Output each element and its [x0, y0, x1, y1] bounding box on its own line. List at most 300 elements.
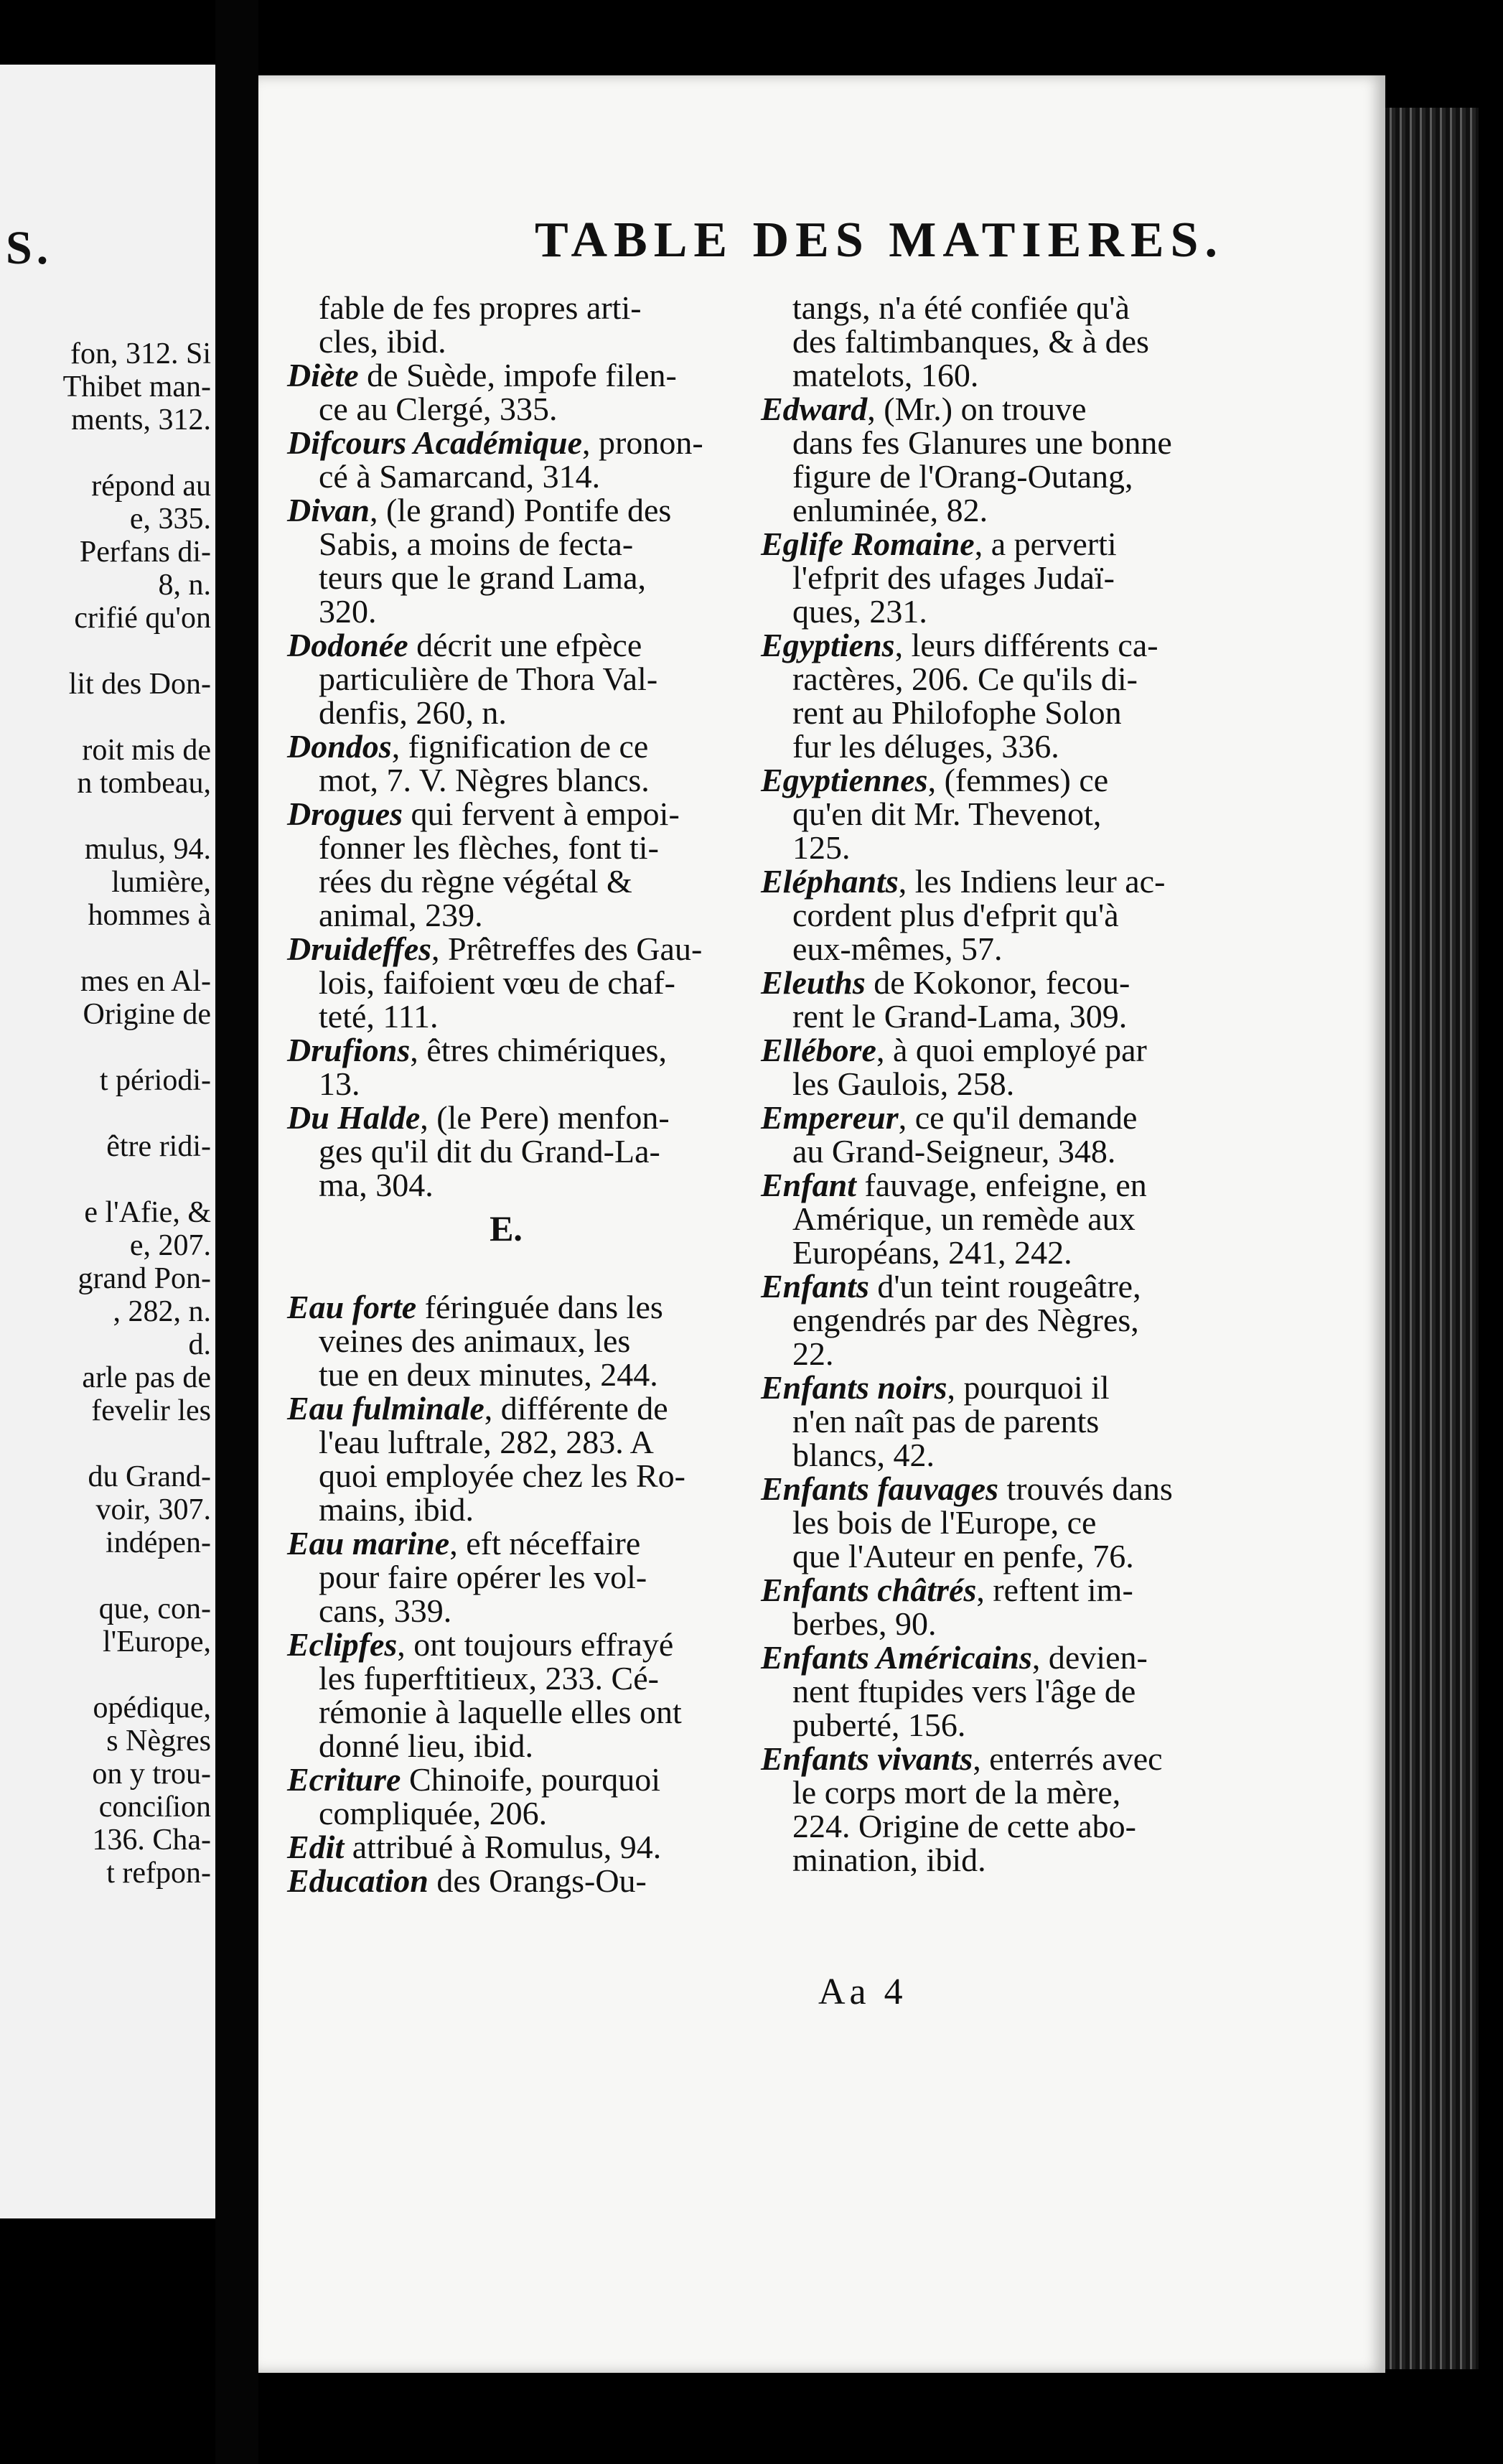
entry-text: , les Indiens leur ac-	[898, 863, 1166, 900]
entry-text: fauvage, enfeigne, en	[856, 1167, 1147, 1203]
book-spine	[215, 0, 258, 2464]
entry-text: blancs, 42.	[792, 1437, 935, 1473]
entry-line	[287, 966, 725, 999]
index-entry	[287, 1763, 725, 1830]
entry-line	[761, 358, 1199, 392]
entry-text: engendrés par des Nègres,	[792, 1302, 1139, 1338]
entry-text: fable de fes propres arti-	[319, 289, 642, 326]
running-head: TABLE DES MATIERES.	[534, 213, 1224, 268]
entry-text: cans, 339.	[319, 1592, 452, 1629]
entry-text: nent ftupides vers l'âge de	[792, 1673, 1136, 1709]
entry-text: au Grand-Seigneur, 348.	[792, 1133, 1116, 1170]
entry-line	[761, 628, 1199, 662]
entry-text: fur les déluges, 336.	[792, 728, 1059, 765]
entry-headword: Du Halde	[287, 1099, 421, 1136]
entry-headword: Egyptiens	[761, 627, 895, 663]
entry-text: cles, ibid.	[319, 323, 446, 360]
index-entry	[761, 763, 1199, 864]
entry-line	[761, 291, 1199, 325]
entry-line	[287, 1763, 725, 1796]
entry-line	[287, 291, 725, 325]
entry-line	[761, 1641, 1199, 1674]
entry-line	[761, 1033, 1199, 1067]
entry-line	[761, 1303, 1199, 1337]
entry-text: fonner les flèches, font ti-	[319, 829, 659, 866]
left-page-line: être ridi-	[106, 1130, 211, 1163]
index-entry	[287, 291, 725, 358]
entry-text: quoi employée chez les Ro-	[319, 1457, 685, 1494]
entry-line	[287, 358, 725, 392]
left-page-line: lumière,	[111, 866, 211, 899]
entry-text: puberté, 156.	[792, 1707, 966, 1743]
entry-line	[287, 1067, 725, 1101]
index-entry	[287, 628, 725, 729]
index-entry	[287, 426, 725, 493]
left-page-line: que, con-	[98, 1592, 211, 1625]
left-page-line: s Nègres	[106, 1725, 211, 1758]
entry-line	[287, 1493, 725, 1526]
entry-line	[287, 999, 725, 1033]
entry-text: , fignification de ce	[391, 728, 649, 765]
entry-text: Sabis, a moins de fecta-	[319, 526, 634, 562]
index-entry	[287, 729, 725, 797]
entry-text: , (le Pere) menfon-	[420, 1099, 670, 1136]
entry-line	[287, 932, 725, 966]
entry-line	[761, 864, 1199, 898]
left-page-line: roit mis de	[82, 734, 211, 767]
index-entry	[287, 1526, 725, 1628]
entry-line	[287, 1358, 725, 1391]
left-page-line: t refpon-	[106, 1857, 211, 1890]
signature-mark: Aa 4	[818, 1971, 907, 2012]
index-entry	[287, 1830, 725, 1864]
entry-headword: Eléphants	[761, 863, 899, 900]
entry-headword: Dodonée	[287, 627, 408, 663]
entry-line	[761, 1573, 1199, 1607]
left-page-line	[0, 437, 212, 470]
entry-text: dans fes Glanures une bonne	[792, 424, 1172, 461]
entry-text: 22.	[792, 1335, 834, 1372]
entry-text: teté, 111.	[319, 998, 439, 1035]
entry-text: donné lieu, ibid.	[319, 1727, 533, 1764]
entry-headword: Drufions	[287, 1032, 411, 1068]
entry-headword: Eau fulminale	[287, 1390, 484, 1427]
entry-text: , enterrés avec	[973, 1740, 1163, 1777]
left-page-lines	[0, 337, 212, 1890]
entry-text: , êtres chimériques,	[410, 1032, 667, 1068]
entry-text: eux-mêmes, 57.	[792, 930, 1003, 967]
index-entry	[761, 527, 1199, 628]
entry-line	[761, 493, 1199, 527]
entry-text: lois, faifoient vœu de chaf-	[319, 964, 675, 1001]
entry-line	[287, 898, 725, 932]
entry-text: des faltimbanques, & à des	[792, 323, 1149, 360]
entry-line	[761, 966, 1199, 999]
entry-line	[761, 797, 1199, 831]
entry-line	[287, 594, 725, 628]
left-page-header: S.	[6, 222, 53, 274]
entry-text: figure de l'Orang-Outang,	[792, 458, 1133, 495]
entry-line	[761, 325, 1199, 358]
entry-headword: Enfants noirs	[761, 1369, 947, 1406]
entry-text: ractères, 206. Ce qu'ils di-	[792, 661, 1138, 697]
entry-line	[761, 1134, 1199, 1168]
entry-text: de Suède, impofe filen-	[358, 357, 677, 393]
entry-headword: Enfants vivants	[761, 1740, 973, 1777]
entry-line	[287, 325, 725, 358]
entry-line	[287, 1594, 725, 1628]
entry-text: de Kokonor, fecou-	[865, 964, 1130, 1001]
entry-text: décrit une efpèce	[408, 627, 642, 663]
entry-headword: Eclipfes	[287, 1626, 398, 1663]
index-entry	[761, 1269, 1199, 1371]
entry-text: Européans, 241, 242.	[792, 1234, 1072, 1271]
entry-headword: Druideffes	[287, 930, 432, 967]
entry-line	[761, 1067, 1199, 1101]
entry-line	[761, 1168, 1199, 1202]
entry-line	[287, 831, 725, 864]
entry-line	[761, 1371, 1199, 1404]
left-page-line: Perfans di-	[79, 536, 211, 569]
entry-line	[761, 1742, 1199, 1775]
left-page-line: fevelir les	[91, 1394, 211, 1427]
entry-headword: Drogues	[287, 795, 403, 832]
entry-line	[761, 729, 1199, 763]
left-page-line	[0, 1559, 212, 1592]
entry-line	[287, 1134, 725, 1168]
entry-text: , pourquoi il	[947, 1369, 1110, 1406]
entry-line	[287, 426, 725, 459]
entry-line	[761, 594, 1199, 628]
entry-line	[287, 1033, 725, 1067]
index-entry	[761, 1573, 1199, 1641]
entry-line	[287, 763, 725, 797]
entry-text: pour faire opérer les vol-	[319, 1559, 647, 1595]
entry-text: les fuperftitieux, 233. Cé-	[319, 1660, 659, 1697]
left-page-line: mulus, 94.	[84, 833, 211, 866]
entry-line	[287, 1661, 725, 1695]
entry-line	[287, 729, 725, 763]
entry-text: , différente de	[484, 1390, 668, 1427]
left-page-line: lit des Don-	[68, 668, 211, 701]
index-entry	[287, 1391, 725, 1526]
entry-text: 224. Origine de cette abo-	[792, 1808, 1136, 1844]
entry-line	[287, 1729, 725, 1763]
index-entry	[761, 628, 1199, 763]
entry-text: l'eau luftrale, 282, 283. A	[319, 1424, 654, 1460]
entry-line	[287, 1560, 725, 1594]
index-entry	[761, 864, 1199, 966]
index-entry	[761, 1472, 1199, 1573]
entry-text: cordent plus d'efprit qu'à	[792, 897, 1119, 933]
left-page-line: , 282, n.	[113, 1295, 211, 1328]
left-page-line: voir, 307.	[95, 1493, 211, 1526]
entry-text: , a perverti	[974, 526, 1117, 562]
entry-text: ques, 231.	[792, 593, 927, 630]
entry-text: animal, 239.	[319, 897, 483, 933]
entry-headword: Difcours Académique	[287, 424, 582, 461]
entry-line	[287, 493, 725, 527]
index-entry	[761, 1033, 1199, 1101]
entry-text: , ce qu'il demande	[898, 1099, 1138, 1136]
entry-line	[287, 561, 725, 594]
entry-text: veines des animaux, les	[319, 1322, 631, 1359]
entry-line	[761, 1674, 1199, 1708]
entry-text: les Gaulois, 258.	[792, 1065, 1015, 1102]
entry-line	[287, 1628, 725, 1661]
entry-line	[287, 628, 725, 662]
entry-line	[287, 1695, 725, 1729]
entry-headword: Enfants châtrés	[761, 1572, 977, 1608]
entry-line	[287, 1391, 725, 1425]
index-entry	[761, 966, 1199, 1033]
index-entry	[287, 797, 725, 932]
index-entry	[287, 1101, 725, 1202]
left-page-line: du Grand-	[88, 1460, 211, 1493]
entry-text: compliquée, 206.	[319, 1795, 548, 1831]
entry-line	[761, 831, 1199, 864]
left-page-line: conciſion	[98, 1791, 211, 1824]
entry-line	[761, 1506, 1199, 1539]
entry-text: rent au Philofophe Solon	[792, 694, 1122, 731]
left-page-line: répond au	[91, 470, 211, 503]
entry-line	[761, 1472, 1199, 1506]
entry-line	[287, 864, 725, 898]
entry-text: mot, 7. V. Nègres blancs.	[319, 762, 650, 798]
index-entry	[287, 1033, 725, 1101]
left-page-line	[0, 1658, 212, 1691]
index-entry	[761, 1742, 1199, 1877]
index-entry	[761, 1101, 1199, 1168]
entry-headword: Enfants fauvages	[761, 1470, 998, 1507]
index-entry	[761, 291, 1199, 392]
entry-line	[761, 1539, 1199, 1573]
entry-line	[287, 392, 725, 426]
left-page-line: l'Europe,	[102, 1625, 211, 1658]
entry-headword: Diète	[287, 357, 359, 393]
entry-text: ma, 304.	[319, 1167, 434, 1203]
entry-line	[761, 1101, 1199, 1134]
left-page-line: 136. Cha-	[92, 1824, 211, 1857]
entry-headword: Enfant	[761, 1167, 856, 1203]
entry-text: le corps mort de la mère,	[792, 1774, 1121, 1811]
entry-text: d'un teint rougeâtre,	[868, 1268, 1141, 1305]
left-page-line: indépen-	[106, 1526, 211, 1559]
entry-text: ges qu'il dit du Grand-La-	[319, 1133, 660, 1170]
left-page-line: mes en Al-	[80, 965, 211, 998]
entry-text: , pronon-	[582, 424, 703, 461]
entry-line	[287, 527, 725, 561]
entry-text: n'en naît pas de parents	[792, 1403, 1100, 1439]
left-page-line: n tombeau,	[77, 767, 211, 800]
entry-text: teurs que le grand Lama,	[319, 559, 646, 596]
index-entry	[761, 1168, 1199, 1269]
entry-text: rées du règne végétal &	[319, 863, 632, 900]
left-page-line: Thibet man-	[62, 370, 211, 403]
entry-text: des Orangs-Ou-	[428, 1862, 647, 1899]
entry-line	[761, 1236, 1199, 1269]
entry-line	[761, 459, 1199, 493]
entry-headword: Edward	[761, 391, 868, 427]
entry-text: , (le grand) Pontife des	[370, 492, 672, 528]
entry-text: féringuée dans les	[416, 1289, 663, 1325]
entry-line	[287, 662, 725, 696]
entry-text: 320.	[319, 593, 377, 630]
index-entry	[287, 1864, 725, 1898]
entry-text: , eft néceffaire	[449, 1525, 641, 1562]
left-page-line: fon, 312. Si	[70, 337, 211, 370]
left-page-line: hommes à	[88, 899, 211, 932]
left-page-line	[0, 1031, 212, 1064]
index-column-right	[761, 291, 1199, 1877]
entry-line	[287, 1290, 725, 1324]
entry-headword: Eleuths	[761, 964, 866, 1001]
index-entry	[761, 392, 1199, 527]
entry-line	[761, 1775, 1199, 1809]
entry-text: , leurs différents ca-	[894, 627, 1158, 663]
entry-line	[761, 999, 1199, 1033]
entry-line	[761, 527, 1199, 561]
index-entry	[287, 1290, 725, 1391]
entry-line	[761, 763, 1199, 797]
entry-text: les bois de l'Europe, ce	[792, 1504, 1097, 1541]
entry-line	[287, 1101, 725, 1134]
index-entry	[761, 1641, 1199, 1742]
entry-line	[761, 1404, 1199, 1438]
entry-line	[761, 898, 1199, 932]
entry-text: 13.	[319, 1065, 360, 1102]
entry-line	[287, 1459, 725, 1493]
index-entry	[761, 1371, 1199, 1472]
entry-text: l'efprit des ufages Judaï-	[792, 559, 1115, 596]
index-column-left	[287, 291, 725, 1898]
entry-text: 125.	[792, 829, 851, 866]
entry-headword: Dondos	[287, 728, 392, 765]
entry-headword: Eau forte	[287, 1289, 417, 1325]
entry-text: qui fervent à empoi-	[403, 795, 680, 832]
entry-text: mains, ibid.	[319, 1491, 474, 1528]
entry-text: trouvés dans	[998, 1470, 1173, 1507]
entry-text: rémonie à laquelle elles ont	[319, 1694, 682, 1730]
entry-text: , devien-	[1031, 1639, 1148, 1676]
entry-text: tue en deux minutes, 244.	[319, 1356, 658, 1393]
entry-line	[761, 1607, 1199, 1641]
entry-headword: Education	[287, 1862, 429, 1899]
index-entry	[287, 932, 725, 1033]
entry-text: , Prêtreffes des Gau-	[431, 930, 703, 967]
entry-line	[287, 1168, 725, 1202]
left-page-line	[0, 635, 212, 668]
left-page-line: d.	[188, 1328, 211, 1361]
entry-headword: Eau marine	[287, 1525, 450, 1562]
entry-line	[761, 662, 1199, 696]
left-page-line: on y trou-	[92, 1758, 211, 1791]
left-page-line: arle pas de	[82, 1361, 211, 1394]
entry-line	[287, 1425, 725, 1459]
left-page-line	[0, 701, 212, 734]
left-page-line: opédique,	[93, 1691, 211, 1725]
entry-line	[287, 459, 725, 493]
entry-headword: Enfants Américains	[761, 1639, 1032, 1676]
left-page-fragment	[0, 65, 217, 2218]
left-page-line: t périodi-	[99, 1064, 211, 1097]
entry-line	[761, 1438, 1199, 1472]
entry-headword: Divan	[287, 492, 370, 528]
main-page	[258, 75, 1385, 2373]
left-page-line: e, 207.	[129, 1229, 211, 1262]
entry-line	[287, 797, 725, 831]
left-page-line	[0, 800, 212, 833]
entry-line	[287, 1830, 725, 1864]
entry-text: enluminée, 82.	[792, 492, 988, 528]
entry-line	[287, 1324, 725, 1358]
entry-line	[761, 1708, 1199, 1742]
entry-text: que l'Auteur en penfe, 76.	[792, 1538, 1134, 1574]
entry-headword: Empereur	[761, 1099, 899, 1136]
entry-text: , (femmes) ce	[927, 762, 1109, 798]
left-page-line: ments, 312.	[71, 403, 211, 437]
entry-headword: Edit	[287, 1829, 345, 1865]
entry-text: qu'en dit Mr. Thevenot,	[792, 795, 1102, 832]
entry-text: particulière de Thora Val-	[319, 661, 658, 697]
page-edges	[1385, 108, 1479, 2369]
left-page-line: Origine de	[83, 998, 211, 1031]
entry-line	[761, 1202, 1199, 1236]
entry-text: ce au Clergé, 335.	[319, 391, 558, 427]
left-page-line	[0, 1427, 212, 1460]
entry-headword: Ellébore	[761, 1032, 876, 1068]
entry-line	[761, 1843, 1199, 1877]
entry-text: matelots, 160.	[792, 357, 979, 393]
index-entry	[287, 493, 725, 628]
index-entry	[287, 1628, 725, 1763]
entry-text: Amérique, un remède aux	[792, 1200, 1136, 1237]
entry-text: , ont toujours effrayé	[397, 1626, 674, 1663]
entry-text: , (Mr.) on trouve	[867, 391, 1087, 427]
entry-text: berbes, 90.	[792, 1605, 937, 1642]
left-page-line: grand Pon-	[78, 1262, 211, 1295]
left-page-line: crifié qu'on	[74, 602, 211, 635]
entry-text: rent le Grand-Lama, 309.	[792, 998, 1128, 1035]
entry-text: cé à Samarcand, 314.	[319, 458, 601, 495]
letter-heading: E.	[490, 1208, 523, 1249]
entry-line	[761, 392, 1199, 426]
entry-line	[761, 1809, 1199, 1843]
left-page-line: 8, n.	[158, 569, 211, 602]
index-entry	[287, 358, 725, 426]
left-page-line	[0, 932, 212, 965]
entry-line	[761, 932, 1199, 966]
entry-line	[287, 1526, 725, 1560]
entry-line	[287, 696, 725, 729]
left-page-line: e, 335.	[129, 503, 211, 536]
left-page-line	[0, 1163, 212, 1196]
entry-line	[761, 426, 1199, 459]
entry-headword: Enfants	[761, 1268, 869, 1305]
entry-text: attribué à Romulus, 94.	[344, 1829, 662, 1865]
entry-text: Chinoife, pourquoi	[401, 1761, 661, 1798]
entry-line	[287, 1796, 725, 1830]
entry-headword: Eglife Romaine	[761, 526, 975, 562]
entry-text: mination, ibid.	[792, 1842, 986, 1878]
entry-text: , à quoi employé par	[876, 1032, 1147, 1068]
entry-text: , reftent im-	[976, 1572, 1133, 1608]
left-page-line	[0, 1097, 212, 1130]
entry-headword: Egyptiennes	[761, 762, 928, 798]
entry-headword: Ecriture	[287, 1761, 401, 1798]
entry-line	[761, 1337, 1199, 1371]
entry-line	[287, 1864, 725, 1898]
